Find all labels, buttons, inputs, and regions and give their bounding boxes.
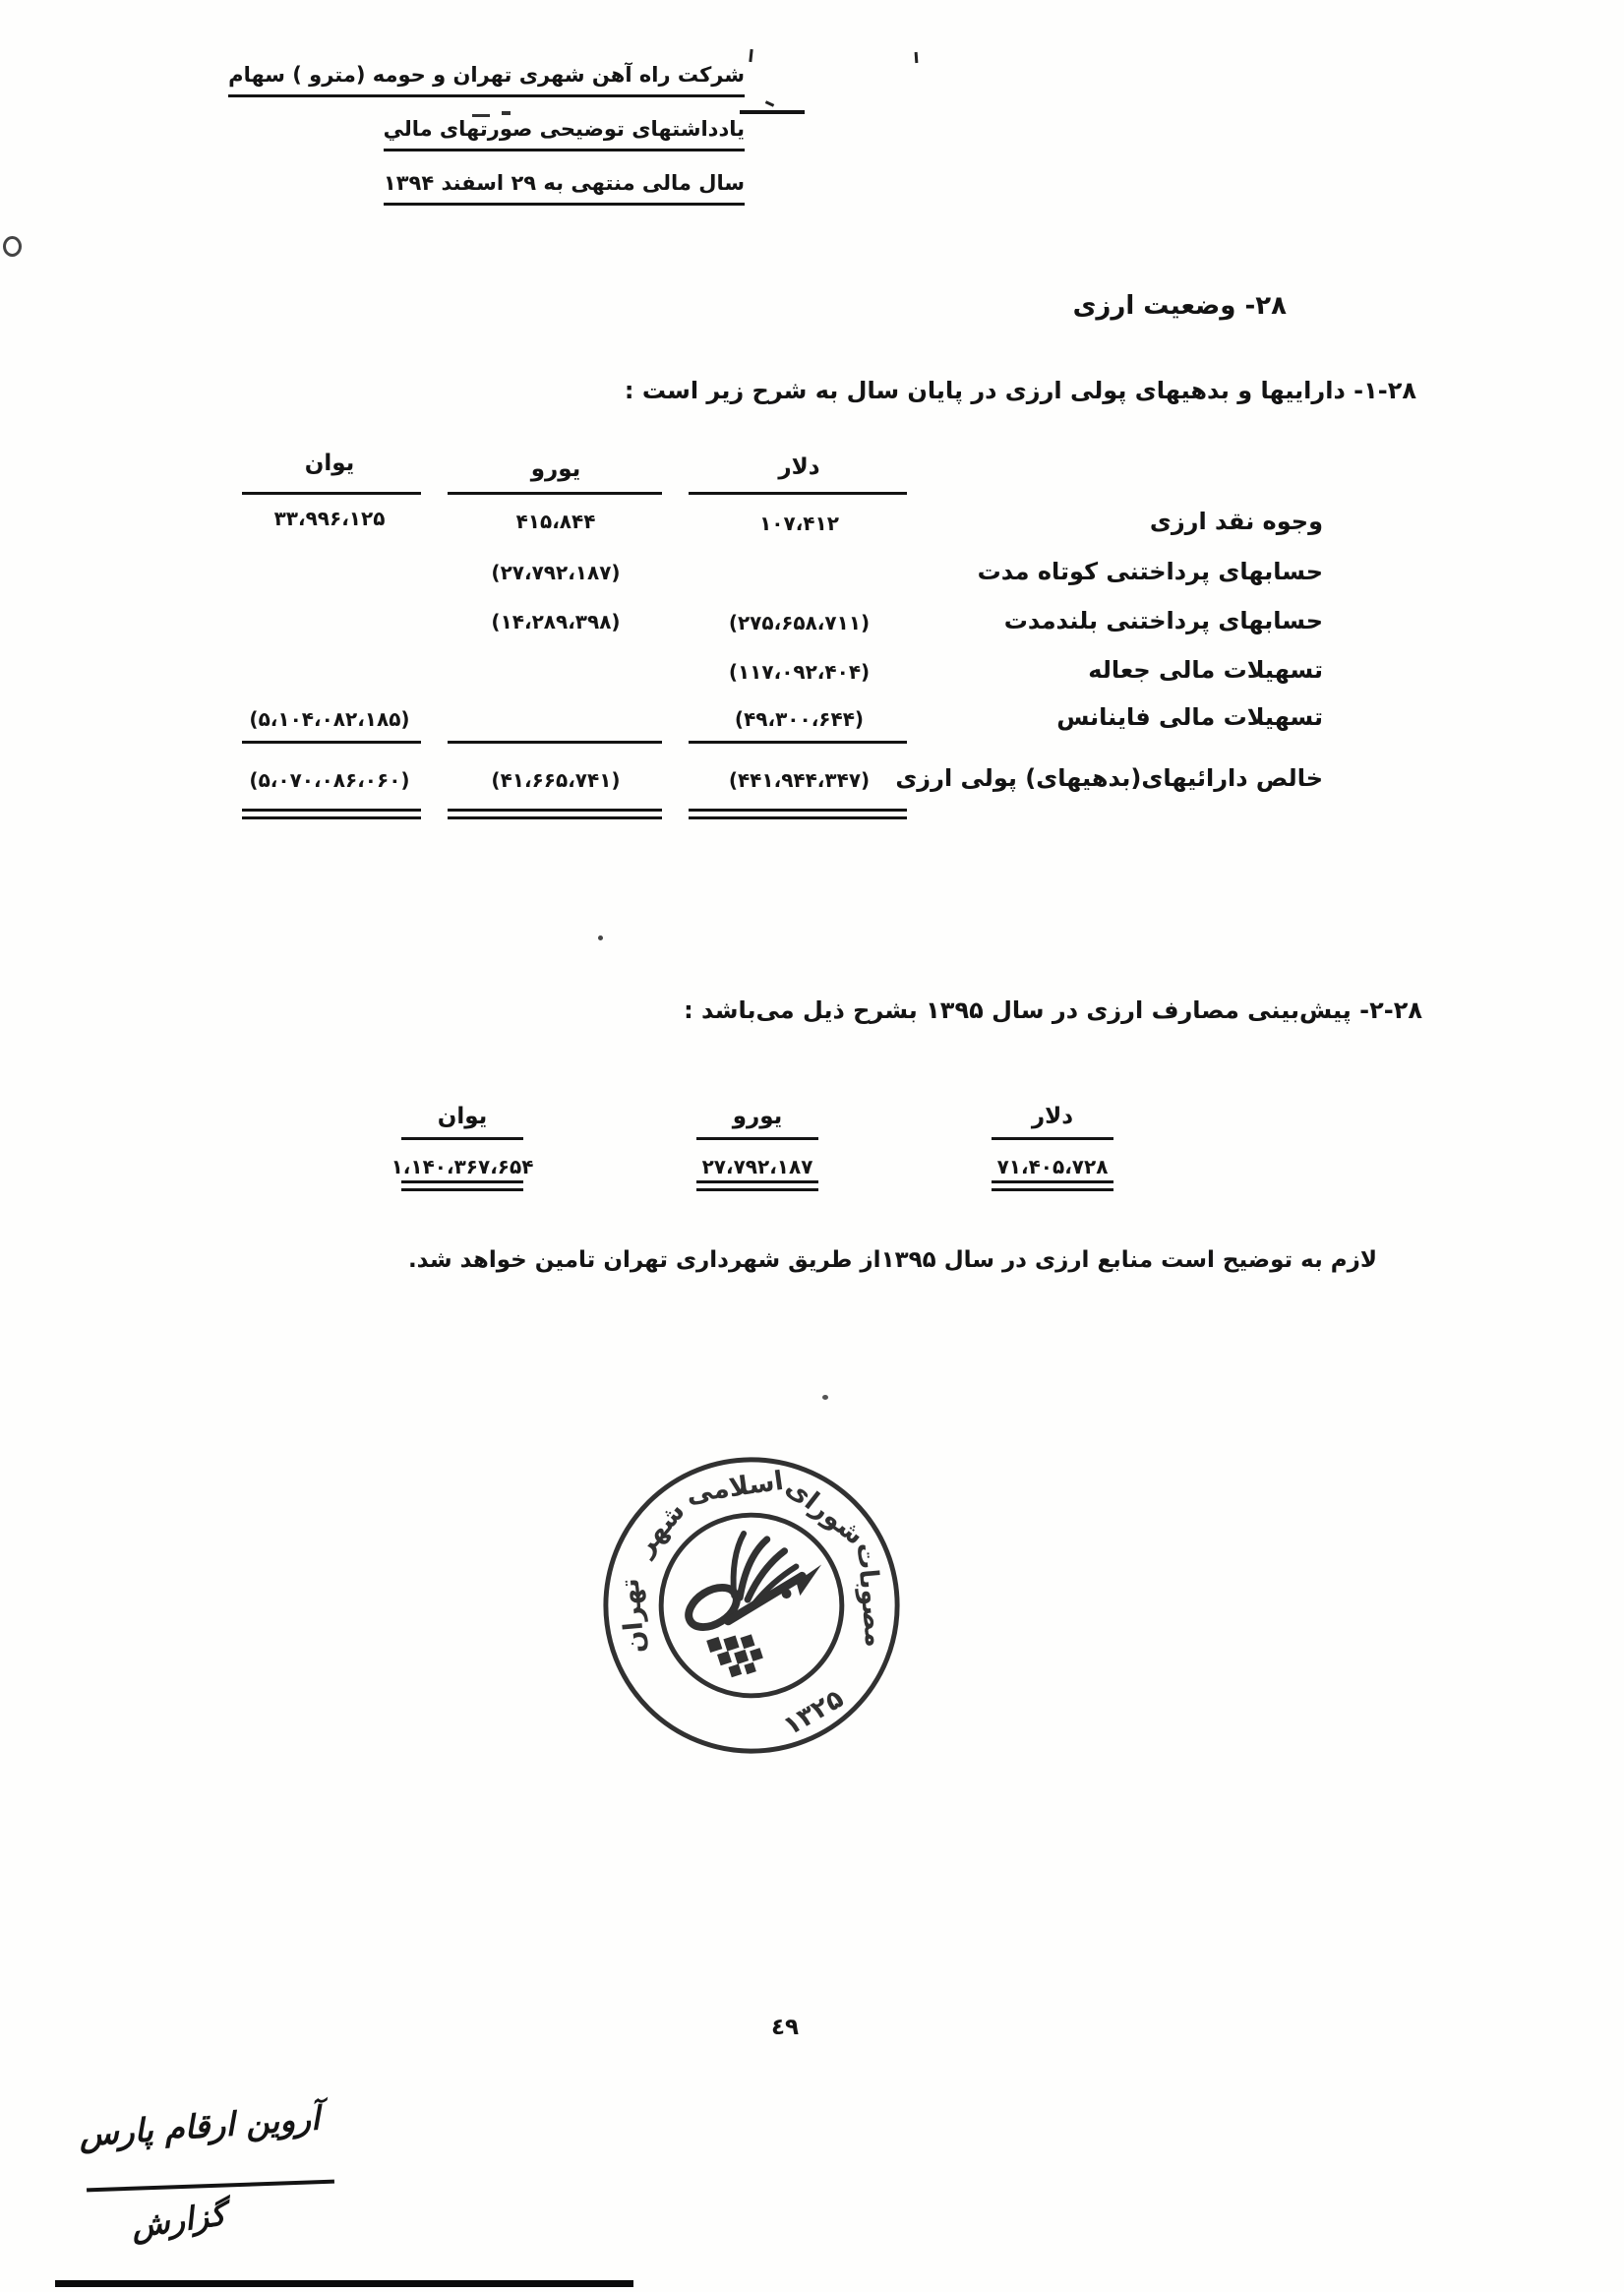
t2-double-rule-yuan <box>401 1180 523 1191</box>
t1-row-label: حسابهای پرداختنی بلندمدت <box>1003 607 1323 634</box>
t1-cell-euro: ۴۱۵،۸۴۴ <box>515 510 596 533</box>
t2-header-dollar: دلار <box>1031 1104 1074 1129</box>
t1-cell-dollar: (۴۹،۳۰۰،۶۴۴) <box>734 707 865 731</box>
t1-row-label: حسابهای پرداختنی کوتاه مدت <box>977 558 1323 585</box>
t2-header-rule-yuan <box>401 1137 523 1140</box>
t1-row-label: تسهیلات مالی فاینانس <box>1056 703 1323 731</box>
audit-firm-signature: آروین ارقام پارس <box>77 2098 322 2154</box>
t1-double-rule-euro <box>448 809 662 819</box>
t2-header-yuan: یوان <box>437 1104 488 1129</box>
report-label: گزارش <box>128 2195 228 2246</box>
scan-edge-bar <box>55 2280 633 2287</box>
stamp-word: تهران <box>614 1577 652 1655</box>
t1-total-label: خالص دارائیهای(بدهیهای) پولی ارزی <box>895 764 1323 792</box>
stamp-word: شورای <box>779 1472 871 1552</box>
t1-total-dollar: (۴۴۱،۹۴۴،۳۴۷) <box>728 768 871 792</box>
t1-header-rule-dollar <box>689 492 907 495</box>
t1-header-euro: یورو <box>530 456 581 482</box>
section-28-title: ۲۸- وضعیت ارزی <box>1072 291 1287 321</box>
document-title: یادداشتهای توضیحی صورتهای مالي <box>384 117 745 151</box>
company-name: شرکت راه آهن شهری تهران و حومه (مترو ) سهام <box>228 63 745 97</box>
funding-note: لازم به توضیح است منابع ارزی در سال ۱۳۹۵از طریق شهرداری تهران تامین خواهد شد. <box>407 1247 1377 1273</box>
stamp-emblem <box>682 1534 821 1683</box>
stamp-word: اسلامی <box>684 1465 786 1510</box>
section-28-2-subtitle: ۲-۲۸- پیش‌بینی مصارف ارزی در سال ۱۳۹۵ بشرح ذیل می‌باشد : <box>684 996 1422 1024</box>
t1-cell-dollar: (۱۱۷،۰۹۲،۴۰۴) <box>728 660 871 684</box>
t1-cell-yuan: (۵،۱۰۴،۰۸۲،۱۸۵) <box>249 707 410 731</box>
t2-header-rule-euro <box>696 1137 818 1140</box>
scan-artifact-ring <box>3 236 22 257</box>
fiscal-period: سال مالی منتهی به ۲۹ اسفند ۱۳۹۴ <box>384 171 745 206</box>
report-header <box>228 63 745 225</box>
scan-artifact-tick <box>915 52 919 63</box>
t1-header-rule-yuan <box>242 492 421 495</box>
t1-cell-euro: (۲۷،۷۹۲،۱۸۷) <box>491 561 621 584</box>
t1-header-rule-euro <box>448 492 662 495</box>
t1-double-rule-dollar <box>689 809 907 819</box>
header-underline-tail <box>740 110 805 114</box>
t1-header-dollar: دلار <box>778 454 820 480</box>
council-stamp <box>596 1450 907 1761</box>
t2-header-rule-dollar <box>992 1137 1113 1140</box>
stamp-word: مصوبات <box>850 1541 890 1649</box>
scan-artifact-tick <box>749 49 752 62</box>
stamp-year: ۱۳۲۵ <box>777 1683 849 1742</box>
signature-underline <box>87 2180 334 2193</box>
scan-artifact-dot <box>822 1395 828 1400</box>
t2-header-euro: یورو <box>732 1104 783 1129</box>
t1-total-euro: (۴۱،۶۶۵،۷۴۱) <box>491 768 621 792</box>
t1-cell-dollar: (۲۷۵،۶۵۸،۷۱۱) <box>728 611 871 634</box>
section-28-1-subtitle: ۱-۲۸- داراییها و بدهیهای پولی ارزی در پایان سال به شرح زیر است : <box>624 377 1416 404</box>
t1-total-rule-dollar <box>689 741 907 744</box>
scan-artifact-mark <box>765 100 774 107</box>
t1-cell-dollar: ۱۰۷،۴۱۲ <box>759 512 839 535</box>
t1-cell-yuan: ۳۳،۹۹۶،۱۲۵ <box>273 507 386 530</box>
t2-double-rule-euro <box>696 1180 818 1191</box>
t1-double-rule-yuan <box>242 809 421 819</box>
t1-row-label: تسهیلات مالی جعاله <box>1088 656 1323 684</box>
t1-total-yuan: (۵،۰۷۰،۰۸۶،۰۶۰) <box>249 768 410 792</box>
t1-row-label: وجوه نقد ارزی <box>1149 508 1323 535</box>
t2-value-dollar: ۷۱،۴۰۵،۷۲۸ <box>996 1155 1109 1178</box>
t2-value-euro: ۲۷،۷۹۲،۱۸۷ <box>701 1155 813 1178</box>
t1-total-rule-yuan <box>242 741 421 744</box>
t1-total-rule-euro <box>448 741 662 744</box>
t1-cell-euro: (۱۴،۲۸۹،۳۹۸) <box>491 610 621 633</box>
stamp-word: شهر <box>629 1496 692 1562</box>
scan-artifact-dot <box>598 935 603 940</box>
t2-value-yuan: ۱،۱۴۰،۳۶۷،۶۵۴ <box>391 1155 534 1178</box>
t1-header-yuan: یوان <box>304 451 355 476</box>
page-number: ٤٩ <box>770 2015 800 2040</box>
t2-double-rule-dollar <box>992 1180 1113 1191</box>
